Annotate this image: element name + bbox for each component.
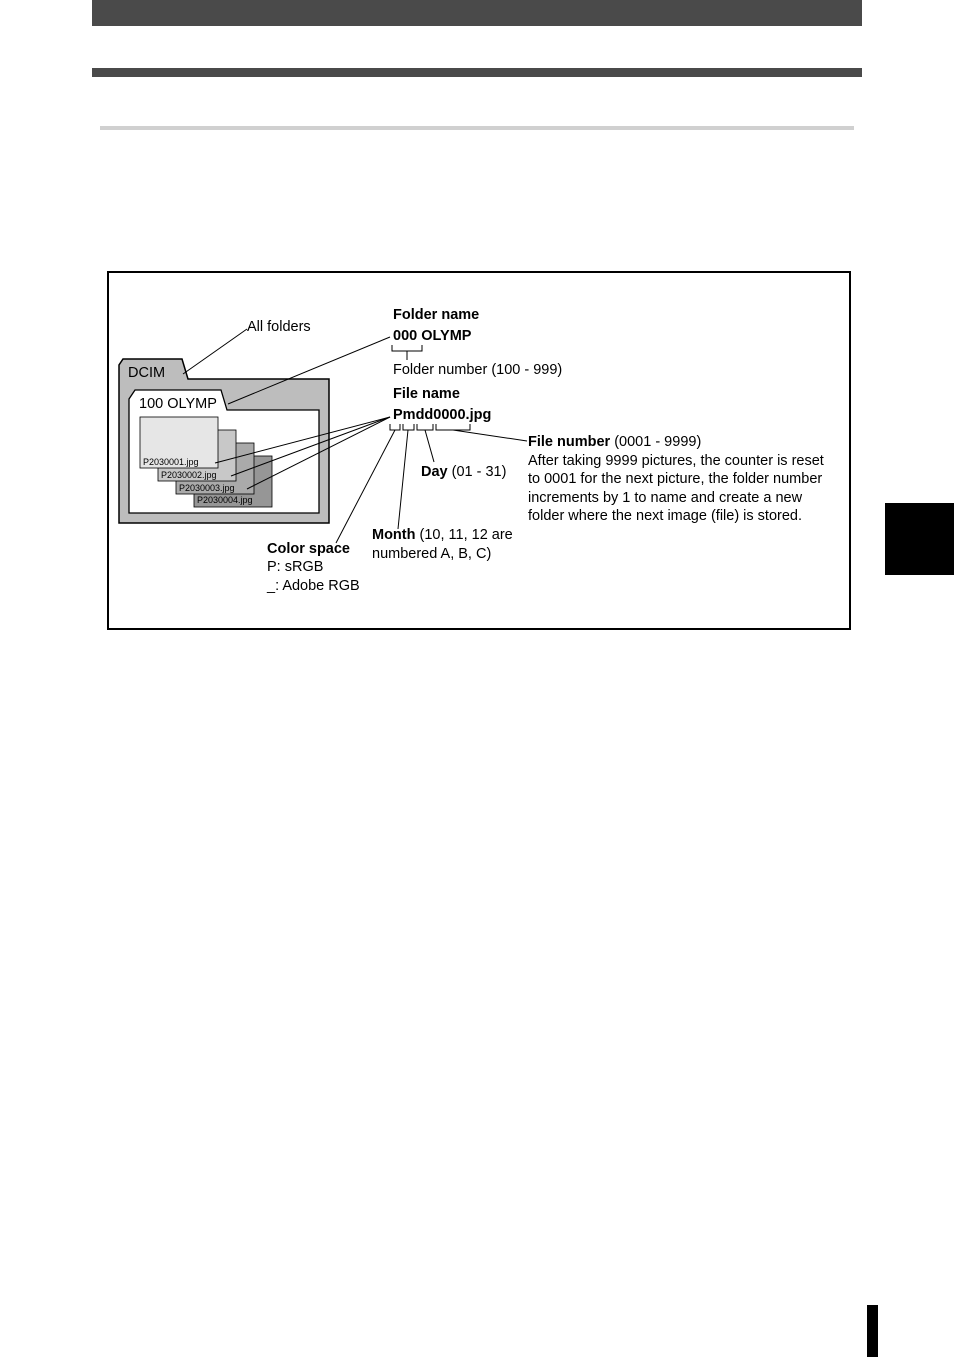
- section-rule: [100, 126, 854, 130]
- leader-month: [398, 430, 408, 529]
- file-name-pattern: Pmdd0000.jpg: [393, 407, 492, 423]
- header-bar: [92, 0, 862, 26]
- month-heading: Month: [372, 527, 416, 543]
- file-number-heading: File number: [528, 434, 611, 450]
- folder-name-pattern: 000 OLYMP: [393, 328, 472, 344]
- bracket-file-number: [436, 424, 470, 430]
- month-label: [372, 526, 513, 545]
- file-name-heading: File name: [393, 386, 460, 402]
- leader-day: [425, 430, 434, 462]
- file-number-desc-1: After taking 9999 pictures, the counter is reset: [528, 453, 824, 469]
- file-number-desc-4: folder where the next image (file) is stored.: [528, 508, 803, 524]
- diagram-graphics: [109, 273, 849, 628]
- leader-file-number: [453, 430, 527, 441]
- day-range: (01 - 31): [447, 464, 507, 480]
- month-desc-2: numbered A, B, C): [372, 546, 492, 562]
- day-heading: Day: [421, 464, 448, 480]
- header-rule: [92, 68, 862, 77]
- file-name-2: P2030002.jpg: [161, 470, 217, 480]
- folder-name-heading: Folder name: [393, 307, 480, 323]
- color-space-heading: Color space: [267, 541, 350, 557]
- color-space-adobe: _: Adobe RGB: [267, 578, 360, 594]
- label-subfolder: 100 OLYMP: [139, 396, 217, 412]
- file-number-range: (0001 - 9999): [610, 434, 702, 450]
- file-name-4: P2030004.jpg: [197, 495, 253, 505]
- day-label: [421, 463, 506, 482]
- color-space-srgb: P: sRGB: [267, 559, 324, 575]
- folder-number-label: Folder number (100 - 999): [393, 362, 563, 378]
- file-number-desc-2: to 0001 for the next picture, the folder number: [528, 471, 823, 487]
- page-marker: [867, 1305, 878, 1357]
- chapter-tab: [885, 503, 954, 575]
- file-number-desc-3: increments by 1 to name and create a new: [528, 490, 803, 506]
- label-dcim: DCIM: [128, 365, 166, 381]
- bracket-color-space: [390, 424, 400, 430]
- leader-all-folders: [183, 329, 247, 374]
- file-number-label: [528, 433, 701, 452]
- month-desc-1: (10, 11, 12 are: [415, 527, 513, 543]
- bracket-folder-number: [392, 345, 422, 351]
- label-all-folders: All folders: [247, 319, 311, 335]
- file-naming-diagram: [107, 271, 851, 630]
- file-name-3: P2030003.jpg: [179, 483, 235, 493]
- file-name-1: P2030001.jpg: [143, 457, 199, 467]
- bracket-day: [417, 424, 433, 430]
- bracket-month: [403, 424, 414, 430]
